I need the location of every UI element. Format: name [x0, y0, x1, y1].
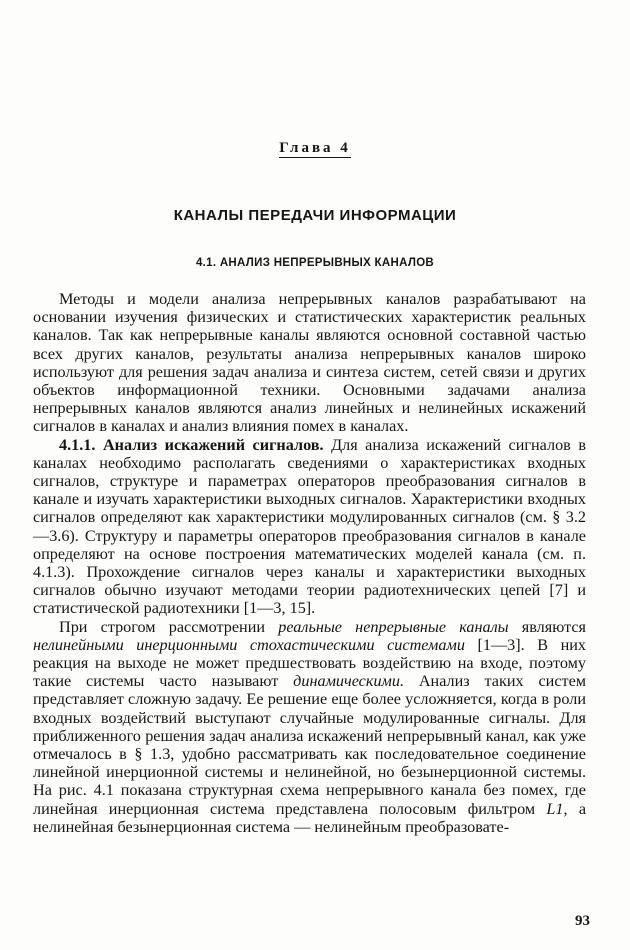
paragraph-3: При строгом рассмотрении реальные непрерывные каналы являются нелинейными инерционными стохастическими системами [1—3]. В них реакция на выходе не может предшествовать воздействию на входе, поэтому такие системы часто называют динамическими. Анализ таких систем представляет сложную задачу. Ее решение еще более усложняется, когда в роли входных воздействий выступают случайные модулированные сигналы. Для приближенного решения задач анализа искажений непрерывный канал, как уже отмечалось в § 1.3, удобно рассматривать как последовательное соединение линейной инерционной системы и нелинейной, но безынерционной системы. На рис. 4.1 показана структурная схема непрерывного канала без помех, где линейная инерционная система представлена полосовым фильтром L1, а нелинейная безынерционная система — нелинейным преобразовате-: [33, 617, 587, 836]
chapter-heading: Глава 4: [279, 140, 351, 156]
paragraph-1: Методы и модели анализа непрерывных каналов разрабатывают на основании изучения физических и статистических характеристик реальных каналов. Так как непрерывные каналы являются основной составной частью всех других каналов, результаты анализа непрерывных каналов широко используют для решения задач анализа и синтеза систем, сетей связи и других объектов информационной техники. Основными задачами анализа непрерывных каналов являются анализ линейных и нелинейных искажений сигналов в каналах и анализ влияния помех в каналах.: [33, 290, 586, 436]
italic-term: L1: [546, 799, 564, 818]
body-text: [33, 290, 586, 836]
section-heading: 4.1. АНАЛИЗ НЕПРЕРЫВНЫХ КАНАЛОВ: [195, 257, 435, 269]
chapter-title: КАНАЛЫ ПЕРЕДАЧИ ИНФОРМАЦИИ: [173, 207, 457, 224]
italic-term: нелинейными инерционными стохастическими системами: [33, 635, 465, 654]
italic-term: динамическими.: [293, 672, 405, 691]
paragraph-2: 4.1.1. Анализ искажений сигналов. Для анализа искажений сигналов в каналах необходимо располагать сведениями о характеристиках входных сигналов, структуре и параметрах операторов преобразования сигналов в канале и изучать характеристики выходных сигналов. Характеристики входных сигналов определяют как характеристики модулированных сигналов (см. § 3.2—3.6). Структуру и параметры операторов преобразования сигналов в канале определяют на основе построения математических моделей канала (см. п. 4.1.3). Прохождение сигналов через каналы и характеристики выходных сигналов обычно изучают методами теории радиотехнических цепей [7] и статистической радиотехники [1—3, 15].: [33, 435, 586, 618]
subsection-heading: 4.1.1. Анализ искажений сигналов.: [59, 435, 324, 454]
page-number: 93: [575, 913, 590, 929]
italic-term: реальные непрерывные каналы: [278, 617, 509, 636]
